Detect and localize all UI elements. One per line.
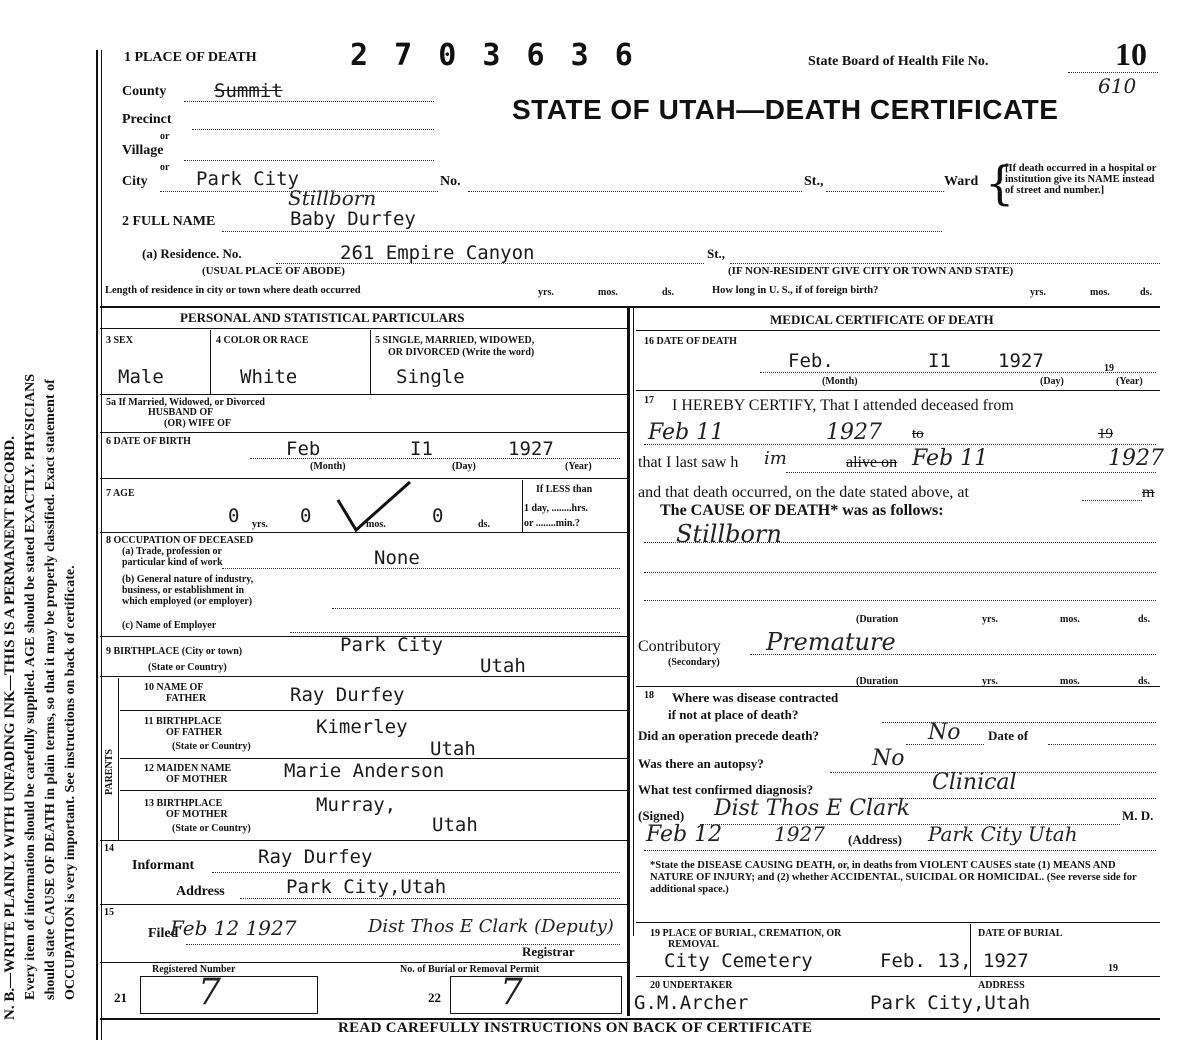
us-ds: ds. xyxy=(1140,287,1152,298)
filed-label: Filed xyxy=(148,926,179,941)
age-label: 7 AGE xyxy=(106,488,135,499)
death-year: 1927 xyxy=(998,350,1044,372)
undertaker-value: G.M.Archer xyxy=(634,992,749,1014)
mother-label-1: 12 MAIDEN NAME xyxy=(144,763,232,774)
us-residence-label: How long in U. S., if of foreign birth? xyxy=(712,285,879,296)
mother-bp-label-3: (State or Country) xyxy=(172,823,251,834)
informant-line xyxy=(212,872,620,873)
filed-value: Feb 12 1927 xyxy=(170,916,297,940)
father-birthplace-state: Utah xyxy=(430,738,476,760)
ward-label: Ward xyxy=(944,174,979,189)
rule-790 xyxy=(120,790,627,791)
hospital-note: [If death occurred in a hospital or institution give its NAME instead of street and number.] xyxy=(1005,163,1157,196)
length-mos: mos. xyxy=(598,287,618,298)
informant-address-value: Park City,Utah xyxy=(286,876,447,898)
village-label: Village xyxy=(122,143,164,158)
medical-section-header: MEDICAL CERTIFICATE OF DEATH xyxy=(770,312,994,327)
residence-state-line xyxy=(730,263,1160,264)
duration-label-2: (Duration xyxy=(856,676,899,687)
full-name-label: 2 FULL NAME xyxy=(122,214,216,229)
death-month: Feb. xyxy=(788,350,834,372)
certificate-number: 2 7 0 3 6 3 6 xyxy=(350,38,637,73)
death-occurred-line xyxy=(1082,500,1142,501)
age-less-label-3: or ........min.? xyxy=(524,518,580,529)
file-number-label: State Board of Health File No. xyxy=(808,54,989,69)
outer-left-border-inner xyxy=(101,50,102,1040)
residence-street-label: St., xyxy=(707,246,726,261)
burial-permit-value: 7 xyxy=(500,972,523,1013)
occupation-a-2: particular kind of work xyxy=(122,557,223,568)
father-bp-label-3: (State or Country) xyxy=(172,741,251,752)
county-value: Summit xyxy=(214,80,283,102)
date-of-line xyxy=(1048,744,1156,745)
age-days-caption: ds. xyxy=(478,519,490,530)
marital-label-2: OR DIVORCED (Write the word) xyxy=(388,347,535,358)
rule-710 xyxy=(120,710,627,711)
informant-address-line xyxy=(240,898,620,899)
death-month-caption: (Month) xyxy=(822,376,858,387)
death-occurred-label: and that death occurred, on the date stated above, at xyxy=(638,484,969,501)
street-no-line xyxy=(468,191,802,192)
burial-place-value: City Cemetery xyxy=(664,950,813,972)
duration-mos-2: mos. xyxy=(1060,676,1080,687)
rule-532 xyxy=(100,532,627,533)
test-label: What test confirmed diagnosis? xyxy=(638,782,814,797)
contributory-sub-label: (Secondary) xyxy=(668,657,720,668)
q18-line xyxy=(882,722,1156,723)
last-saw-label: that I last saw h xyxy=(638,454,739,471)
signed-address-line xyxy=(644,850,1156,851)
birthplace-sub-label: (State or Country) xyxy=(148,662,227,673)
street-label: St., xyxy=(804,174,824,189)
rule-758 xyxy=(120,758,627,759)
dob-year: 1927 xyxy=(508,438,554,460)
informant-label: Informant xyxy=(132,858,195,873)
occupation-label: 8 OCCUPATION OF DECEASED xyxy=(106,535,254,546)
ward-brace: { xyxy=(985,156,1015,210)
cause-of-death-value: Stillborn xyxy=(676,520,782,548)
age-less-label-1: If LESS than xyxy=(536,484,593,495)
side-note-1: N. B.—WRITE PLAINLY WITH UNFADING INK—THIS IS A PERMANENT RECORD. xyxy=(2,436,18,1020)
residence-value: 261 Empire Canyon xyxy=(340,242,535,264)
mother-birthplace-state: Utah xyxy=(432,814,478,836)
cause-of-death-label: The CAUSE OF DEATH* was as follows: xyxy=(660,502,944,519)
occupation-b-3: which employed (or employer) xyxy=(122,596,253,607)
city-label: City xyxy=(122,174,148,189)
county-label: County xyxy=(122,84,167,99)
attended-line xyxy=(644,444,1156,445)
mother-label-2: OF MOTHER xyxy=(166,774,228,785)
father-label-2: FATHER xyxy=(166,693,207,704)
certify-statement: I HEREBY CERTIFY, That I attended deceased from xyxy=(672,397,1014,414)
signed-address-value: Park City Utah xyxy=(928,822,1078,846)
death-year-19: 19 xyxy=(1104,363,1114,374)
full-name-value: Baby Durfey xyxy=(290,208,416,230)
length-residence-label: Length of residence in city or town where death occurred xyxy=(105,285,361,296)
registered-number-box xyxy=(140,976,318,1014)
spouse-label-1: 5a If Married, Widowed, or Divorced xyxy=(106,397,265,408)
non-resident-label: (IF NON-RESIDENT GIVE CITY OR TOWN AND STATE) xyxy=(728,265,1014,277)
rule-962 xyxy=(100,962,627,963)
side-note-4: OCCUPATION is very important. See instructions on back of certificate. xyxy=(63,565,78,1000)
duration-label-1: (Duration xyxy=(856,614,899,625)
age-days: 0 xyxy=(432,505,444,527)
or-label-2: or xyxy=(160,162,170,173)
rule-390 xyxy=(636,390,1160,391)
burial-permit-box xyxy=(450,976,622,1014)
side-note-3: should state CAUSE OF DEATH in plain terms, so that it may be properly classified. Exact statement of xyxy=(43,379,58,1000)
precinct-label: Precinct xyxy=(122,112,172,127)
cause-line-3 xyxy=(644,600,1156,601)
village-line xyxy=(184,160,434,161)
father-birthplace-city: Kimerley xyxy=(316,716,408,738)
registrar-label: Registrar xyxy=(522,944,575,959)
dob-month: Feb xyxy=(286,438,321,460)
contributory-value: Premature xyxy=(766,628,896,656)
rule-676 xyxy=(100,676,627,677)
rule-432 xyxy=(100,432,627,433)
rule-394 xyxy=(100,394,627,395)
dob-month-caption: (Month) xyxy=(310,461,346,472)
birthplace-state: Utah xyxy=(480,655,526,677)
duration-yrs-1: yrs. xyxy=(982,614,998,625)
occupation-line xyxy=(222,568,620,569)
spouse-label-3: (OR) WIFE OF xyxy=(164,418,232,429)
death-occurred-m: m xyxy=(1142,484,1155,501)
cause-line-1 xyxy=(644,542,1156,543)
cause-line-2 xyxy=(644,572,1156,573)
mother-bp-label-2: OF MOTHER xyxy=(166,809,228,820)
occupation-a-1: (a) Trade, profession or xyxy=(122,546,222,557)
age-months-caption: mos. xyxy=(366,519,386,530)
burial-place-label-1: 19 PLACE OF BURIAL, CREMATION, OR xyxy=(650,928,842,939)
death-day: I1 xyxy=(928,350,951,372)
death-year-caption: (Year) xyxy=(1116,376,1143,387)
sex-divider xyxy=(210,330,211,394)
last-saw-line xyxy=(786,472,1156,473)
usual-abode-label: (USUAL PLACE OF ABODE) xyxy=(202,265,345,277)
age-less-label-2: 1 day, ........hrs. xyxy=(524,503,588,514)
attended-from-year: 1927 xyxy=(826,420,882,445)
mother-maiden-name: Marie Anderson xyxy=(284,760,445,782)
dob-line xyxy=(250,458,620,459)
contributory-label: Contributory xyxy=(638,638,721,655)
employer-line xyxy=(290,632,620,633)
signed-label: (Signed) xyxy=(638,808,685,823)
length-yrs: yrs. xyxy=(538,287,554,298)
attended-from-date: Feb 11 xyxy=(648,420,725,445)
rule-840 xyxy=(100,840,627,841)
signed-value: Dist Thos E Clark xyxy=(714,796,911,821)
death-day-caption: (Day) xyxy=(1040,376,1064,387)
mother-birthplace-city: Murray, xyxy=(316,794,397,816)
operation-line xyxy=(906,744,984,745)
burial-permit-label: No. of Burial or Removal Permit xyxy=(400,964,540,975)
registrar-signature: Dist Thos E Clark (Deputy) xyxy=(368,916,614,937)
footer-instructions: READ CAREFULLY INSTRUCTIONS ON BACK OF CERTIFICATE xyxy=(338,1020,813,1036)
autopsy-label: Was there an autopsy? xyxy=(638,756,764,771)
certificate-title: STATE OF UTAH—DEATH CERTIFICATE xyxy=(512,94,1059,125)
father-label-1: 10 NAME OF xyxy=(144,682,204,693)
age-years: 0 xyxy=(228,505,240,527)
personal-section-header: PERSONAL AND STATISTICAL PARTICULARS xyxy=(180,310,465,325)
parents-label: PARENTS xyxy=(104,749,115,795)
burial-date-19: 19 xyxy=(1108,963,1118,974)
date-of-label: Date of xyxy=(988,728,1029,743)
us-yrs: yrs. xyxy=(1030,287,1046,298)
us-mos: mos. xyxy=(1090,287,1110,298)
duration-mos-1: mos. xyxy=(1060,614,1080,625)
sex-value: Male xyxy=(118,366,164,388)
contributory-line xyxy=(750,654,1156,655)
age-years-caption: yrs. xyxy=(252,519,268,530)
duration-ds-1: ds. xyxy=(1138,614,1150,625)
undertaker-address-value: Park City,Utah xyxy=(870,992,1031,1014)
birthplace-city: Park City xyxy=(340,634,443,656)
rule-976 xyxy=(636,976,1160,977)
md-label: M. D. xyxy=(1122,808,1154,823)
dob-day: I1 xyxy=(410,438,433,460)
q18-label-1: Where was disease contracted xyxy=(672,690,839,705)
marital-label-1: 5 SINGLE, MARRIED, WIDOWED, xyxy=(375,335,535,346)
file-number-note: 610 xyxy=(1098,74,1137,98)
last-saw-date: Feb 11 xyxy=(912,446,989,471)
color-divider xyxy=(370,330,371,394)
spouse-label-2: HUSBAND OF xyxy=(148,407,214,418)
age-less-divider xyxy=(522,480,523,532)
test-line xyxy=(870,798,1156,799)
certify-number: 17 xyxy=(644,395,654,406)
dob-year-caption: (Year) xyxy=(565,461,592,472)
medical-header-rule xyxy=(636,330,1160,331)
side-note-2: Every item of information should be carefully supplied. AGE should be stated EXACTLY. PHYSICIANS xyxy=(23,373,38,1000)
burial-place-label-2: REMOVAL xyxy=(668,939,719,950)
marital-value: Single xyxy=(396,366,465,388)
last-saw-year: 1927 xyxy=(1108,446,1164,471)
industry-line xyxy=(332,608,620,609)
rule-686 xyxy=(636,686,1160,687)
filed-number: 15 xyxy=(104,907,114,918)
registered-number-value: 7 xyxy=(198,972,221,1013)
center-divider-inner xyxy=(633,306,634,936)
employer-label: (c) Name of Employer xyxy=(122,620,217,631)
rule-922 xyxy=(636,922,1160,923)
operation-value: No xyxy=(928,720,961,745)
age-months: 0 xyxy=(300,505,312,527)
undertaker-address-label: ADDRESS xyxy=(978,980,1025,991)
alive-on-label: alive on xyxy=(846,454,898,471)
street-no-label: No. xyxy=(440,174,461,189)
informant-number: 14 xyxy=(104,843,114,854)
rule-478 xyxy=(100,478,627,479)
center-divider xyxy=(627,306,630,1016)
registered-number-label: Registered Number xyxy=(152,964,236,975)
q18-label-2: if not at place of death? xyxy=(668,707,799,722)
length-ds: ds. xyxy=(662,287,674,298)
checkmark-icon xyxy=(334,480,414,540)
test-value: Clinical xyxy=(932,770,1017,795)
file-number-value: 10 xyxy=(1115,36,1147,72)
date-of-death-line xyxy=(760,372,1156,373)
or-label-1: or xyxy=(160,131,170,142)
ward-line xyxy=(826,191,944,192)
operation-label: Did an operation precede death? xyxy=(638,728,820,743)
cause-footnote: *State the DISEASE CAUSING DEATH, or, in deaths from VIOLENT CAUSES state (1) MEANS AND NATURE OF INJURY; and (2) whether ACCIDENTAL, SUICIDAL OR HOMICIDAL. (See reverse side for additional space.) xyxy=(650,860,1137,895)
q18-number: 18 xyxy=(644,690,654,701)
burial-date-value: Feb. 13, 1927 xyxy=(880,950,1029,972)
signed-year: 1927 xyxy=(774,822,825,846)
last-saw-word: im xyxy=(764,448,787,469)
stillborn-annotation: Stillborn xyxy=(288,186,377,210)
outer-left-border xyxy=(96,50,98,1040)
sex-label: 3 SEX xyxy=(106,335,133,346)
residence-label: (a) Residence. No. xyxy=(142,246,242,261)
informant-value: Ray Durfey xyxy=(258,846,373,868)
place-of-death-label: 1 PLACE OF DEATH xyxy=(124,50,257,65)
father-bp-label-2: OF FATHER xyxy=(166,727,223,738)
full-name-line xyxy=(222,231,942,232)
dob-label: 6 DATE OF BIRTH xyxy=(106,436,191,447)
attended-to-19: 19 xyxy=(1098,426,1113,442)
registered-number-prefix: 21 xyxy=(114,990,127,1005)
section-divider-top xyxy=(100,306,1160,308)
mother-bp-label-1: 13 BIRTHPLACE xyxy=(144,798,223,809)
dob-day-caption: (Day) xyxy=(452,461,476,472)
parents-divider xyxy=(118,678,119,840)
precinct-line xyxy=(192,129,434,130)
signed-date: Feb 12 xyxy=(646,822,723,847)
attended-to-label: to xyxy=(912,426,924,442)
personal-header-rule xyxy=(100,328,627,329)
city-value: Park City xyxy=(196,168,299,190)
undertaker-label: 20 UNDERTAKER xyxy=(650,980,733,991)
autopsy-value: No xyxy=(872,746,905,771)
burial-permit-prefix: 22 xyxy=(428,990,441,1005)
burial-date-label: DATE OF BURIAL xyxy=(978,928,1063,939)
duration-ds-2: ds. xyxy=(1138,676,1150,687)
color-label: 4 COLOR OR RACE xyxy=(216,335,309,346)
occupation-value: None xyxy=(374,547,420,569)
father-bp-label-1: 11 BIRTHPLACE xyxy=(144,716,222,727)
signed-address-label: (Address) xyxy=(848,832,902,847)
color-value: White xyxy=(240,366,298,388)
occupation-b-2: business, or establishment in xyxy=(122,585,245,596)
birthplace-label: 9 BIRTHPLACE (City or town) xyxy=(106,646,243,657)
father-name: Ray Durfey xyxy=(290,684,405,706)
duration-yrs-2: yrs. xyxy=(982,676,998,687)
informant-address-label: Address xyxy=(176,884,225,899)
rule-904 xyxy=(100,904,627,905)
occupation-b-1: (b) General nature of industry, xyxy=(122,574,254,585)
date-of-death-label: 16 DATE OF DEATH xyxy=(644,336,737,347)
